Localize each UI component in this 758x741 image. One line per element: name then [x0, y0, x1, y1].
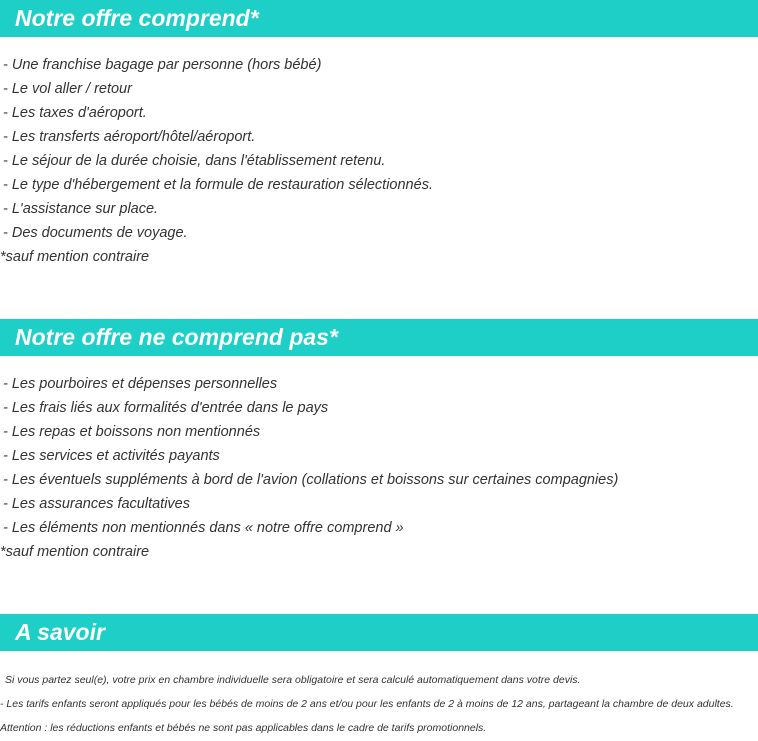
- footnote-included: *sauf mention contraire: [0, 249, 150, 265]
- info-item: Si vous partez seul(e), votre prix en chambre individuelle sera obligatoire et sera calculé automatiquement dans votre devis.: [5, 674, 581, 686]
- section-title-not-included: Notre offre ne comprend pas*: [15, 324, 338, 350]
- info-item: Attention : les réductions enfants et bébés ne sont pas applicables dans le cadre de tarifs promotionnels.: [0, 722, 487, 734]
- list-item: - Le séjour de la durée choisie, dans l'établissement retenu.: [3, 153, 386, 169]
- list-item: - L'assistance sur place.: [3, 201, 159, 217]
- included-list: [0, 53, 433, 245]
- list-item: - Les assurances facultatives: [3, 496, 190, 512]
- section-title-included: Notre offre comprend*: [15, 5, 259, 31]
- list-item: - Les frais liés aux formalités d'entrée dans le pays: [3, 400, 329, 416]
- section-header-included: [0, 0, 758, 37]
- list-item: - Le type d'hébergement et la formule de restauration sélectionnés.: [3, 177, 433, 193]
- list-item: - Les taxes d'aéroport.: [3, 105, 147, 121]
- list-item: - Les éléments non mentionnés dans « notre offre comprend »: [3, 520, 404, 536]
- list-item: - Une franchise bagage par personne (hors bébé): [3, 57, 322, 73]
- list-item: - Des documents de voyage.: [3, 225, 188, 241]
- section-header-a-savoir: [0, 614, 758, 651]
- list-item: - Les transferts aéroport/hôtel/aéroport.: [3, 129, 256, 145]
- list-item: - Le vol aller / retour: [3, 81, 132, 97]
- list-item: - Les pourboires et dépenses personnelles: [3, 376, 278, 392]
- list-item: - Les repas et boissons non mentionnés: [3, 424, 261, 440]
- section-title-a-savoir: A savoir: [15, 619, 105, 645]
- footnote-not-included: *sauf mention contraire: [0, 544, 150, 560]
- list-item: - Les éventuels suppléments à bord de l'avion (collations et boissons sur certaines compagnies): [3, 472, 619, 488]
- section-header-not-included: [0, 319, 758, 356]
- list-item: - Les services et activités payants: [3, 448, 220, 464]
- not-included-list: [0, 372, 618, 540]
- a-savoir-list: [0, 668, 734, 740]
- info-item: - Les tarifs enfants seront appliqués pour les bébés de moins de 2 ans et/ou pour les enfants de 2 à moins de 12 ans, partageant la chambre de deux adultes.: [0, 698, 734, 710]
